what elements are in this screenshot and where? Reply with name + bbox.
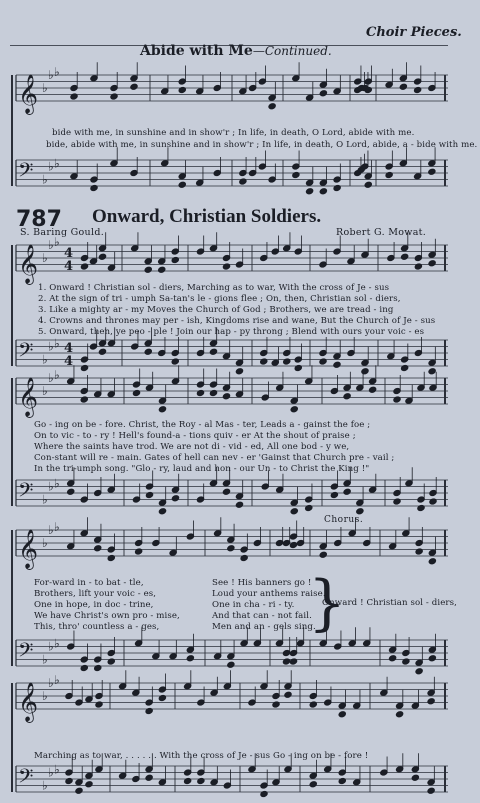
note-head bbox=[178, 86, 186, 93]
flat-icon: ♭ bbox=[48, 339, 54, 354]
flat-icon: ♭ bbox=[54, 476, 60, 491]
flat-icon: ♭ bbox=[48, 639, 54, 654]
note-head bbox=[393, 498, 401, 505]
note-head bbox=[272, 701, 280, 708]
verse-brace: } bbox=[308, 568, 347, 638]
verse-line: One in cha - ri - ty. bbox=[212, 600, 295, 610]
note-head bbox=[80, 263, 88, 270]
flat-icon: ♭ bbox=[54, 336, 60, 351]
hymn-title: Onward, Christian Soldiers. bbox=[92, 206, 322, 227]
note-head bbox=[333, 361, 341, 368]
bass-clef-icon: 𝄢 bbox=[18, 338, 34, 367]
note-head bbox=[171, 256, 179, 263]
flat-icon: ♭ bbox=[48, 159, 54, 174]
composer-credit: Robert G. Mowat. bbox=[336, 227, 427, 238]
prev-hymn-continued: —Continued. bbox=[252, 44, 332, 58]
note-head bbox=[196, 389, 204, 396]
note-head bbox=[356, 508, 364, 515]
note-head bbox=[135, 548, 143, 555]
flat-icon: ♭ bbox=[48, 479, 54, 494]
flat-icon: ♭ bbox=[54, 519, 60, 534]
note-head bbox=[427, 698, 435, 705]
prev-hymn-lyric-1: bide with me, in sunshine and in show'r ; In life, in death, O Lord, abide with me. bbox=[52, 128, 415, 138]
note-head bbox=[428, 655, 436, 662]
note-head bbox=[309, 781, 317, 788]
note-head bbox=[414, 263, 422, 270]
note-head bbox=[282, 658, 290, 665]
flat-icon: ♭ bbox=[54, 156, 60, 171]
flat-icon: ♭ bbox=[42, 384, 48, 398]
note-head bbox=[227, 545, 235, 552]
time-signature: 4 bbox=[64, 354, 74, 369]
verse-line: See ! His banners go ! bbox=[212, 578, 312, 588]
verse-line: Where the saints have trod. We are not di - vid - ed, All one bod - y we, bbox=[34, 442, 350, 452]
note-head bbox=[107, 554, 115, 561]
note-head bbox=[268, 103, 276, 110]
flat-icon: ♭ bbox=[42, 352, 48, 367]
note-head bbox=[428, 558, 436, 565]
verse-line: In the tri-umph song. "Glo - ry, laud and hon - our Un - to Christ the King !" bbox=[34, 464, 370, 474]
flat-icon: ♭ bbox=[42, 81, 48, 95]
verse-line: On to vic - to - ry ! Hell's found-a - tions quiv - er At the shout of praise ; bbox=[34, 431, 356, 441]
prev-hymn-title-text: Abide with Me bbox=[140, 43, 253, 59]
treble-clef-icon: 𝄞 bbox=[18, 244, 39, 284]
flat-icon: ♭ bbox=[48, 523, 54, 537]
note-head bbox=[319, 358, 327, 365]
verse-line: 5. Onward, then, ye peo - ple ! Join our hap - py throng ; Blend with ours your voic - es bbox=[38, 327, 425, 337]
time-signature: 4 bbox=[64, 259, 74, 274]
note-head bbox=[98, 348, 106, 355]
note-head bbox=[184, 777, 192, 784]
note-head bbox=[222, 488, 230, 495]
flat-icon: ♭ bbox=[42, 778, 48, 793]
section-heading: Choir Pieces. bbox=[366, 25, 462, 40]
note-head bbox=[361, 368, 369, 375]
note-head bbox=[65, 777, 73, 784]
chorus-label: Chorus. bbox=[324, 515, 364, 525]
flat-icon: ♭ bbox=[54, 234, 60, 249]
note-head bbox=[235, 368, 243, 375]
note-head bbox=[158, 694, 166, 701]
note-head bbox=[144, 348, 152, 355]
verse-line: 3. Like a mighty ar - my Moves the Church of God ; Brothers, we are tread - ing bbox=[38, 305, 394, 315]
note-head bbox=[289, 541, 297, 548]
lyricist-credit: S. Baring Gould. bbox=[20, 227, 105, 238]
note-head bbox=[145, 774, 153, 781]
verse-line: And that can - not fail. bbox=[212, 611, 312, 621]
note-head bbox=[144, 266, 152, 273]
flat-icon: ♭ bbox=[42, 689, 48, 703]
note-head bbox=[294, 364, 302, 371]
flat-icon: ♭ bbox=[54, 636, 60, 651]
note-head bbox=[389, 655, 397, 662]
verse-line: One in hope, in doc - trine, bbox=[34, 600, 154, 610]
note-head bbox=[292, 171, 300, 178]
verse-line: For-ward in - to bat - tle, bbox=[34, 578, 144, 588]
note-head bbox=[209, 389, 217, 396]
note-head bbox=[343, 488, 351, 495]
note-head bbox=[80, 664, 88, 671]
note-head bbox=[80, 396, 88, 403]
note-head bbox=[132, 389, 140, 396]
note-head bbox=[306, 188, 314, 195]
flat-icon: ♭ bbox=[42, 172, 48, 187]
note-head bbox=[145, 707, 153, 714]
note-head bbox=[399, 83, 407, 90]
time-signature: 4 bbox=[64, 246, 74, 261]
note-head bbox=[90, 184, 98, 191]
note-head bbox=[411, 774, 419, 781]
note-head bbox=[343, 393, 351, 400]
flat-icon: ♭ bbox=[48, 68, 54, 82]
flat-icon: ♭ bbox=[42, 536, 48, 550]
note-head bbox=[235, 501, 243, 508]
note-head bbox=[428, 168, 436, 175]
verse-line: This, thro' countless a - ges, bbox=[34, 622, 160, 632]
note-head bbox=[171, 358, 179, 365]
note-head bbox=[130, 83, 138, 90]
note-head bbox=[222, 393, 230, 400]
note-head bbox=[290, 508, 298, 515]
hymn-number: 787 bbox=[16, 207, 62, 232]
note-head bbox=[319, 188, 327, 195]
note-head bbox=[227, 661, 235, 668]
note-head bbox=[107, 658, 115, 665]
bass-clef-icon: 𝄢 bbox=[18, 158, 34, 187]
note-head bbox=[260, 790, 268, 797]
note-head bbox=[338, 711, 346, 718]
note-head bbox=[209, 348, 217, 355]
flat-icon: ♭ bbox=[48, 371, 54, 385]
verse-line: 4. Crowns and thrones may per - ish, Kingdoms rise and wane, But the Church of Je - sus bbox=[38, 316, 436, 326]
flat-icon: ♭ bbox=[42, 251, 48, 265]
note-head bbox=[178, 181, 186, 188]
note-head bbox=[309, 701, 317, 708]
note-head bbox=[171, 495, 179, 502]
prev-hymn-lyric-2: bide, abide with me, in sunshine and in show'r ; In life, in death, O Lord, abide, a - bide with me. bbox=[46, 140, 478, 150]
chorus-line: Onward ! Christian sol - diers, bbox=[322, 598, 457, 608]
verse-line: We have Christ's own pro - mise, bbox=[34, 611, 180, 621]
note-head bbox=[284, 691, 292, 698]
verse-line: Go - ing on be - fore. Christ, the Roy - al Mas - ter, Leads a - gainst the foe ; bbox=[34, 420, 371, 430]
flat-icon: ♭ bbox=[54, 64, 60, 79]
note-head bbox=[290, 406, 298, 413]
note-head bbox=[333, 184, 341, 191]
note-head bbox=[239, 178, 247, 185]
note-head bbox=[222, 263, 230, 270]
note-head bbox=[369, 386, 377, 393]
bass-clef-icon: 𝄢 bbox=[18, 478, 34, 507]
note-head bbox=[305, 504, 313, 511]
note-head bbox=[283, 358, 291, 365]
note-head bbox=[80, 364, 88, 371]
treble-clef-icon: 𝄞 bbox=[18, 682, 39, 722]
note-head bbox=[396, 711, 404, 718]
note-head bbox=[75, 787, 83, 794]
note-head bbox=[414, 86, 422, 93]
flat-icon: ♭ bbox=[48, 676, 54, 690]
verse-line: Brothers, lift your voic - es, bbox=[34, 589, 157, 599]
note-head bbox=[385, 171, 393, 178]
note-head bbox=[186, 655, 194, 662]
note-head bbox=[158, 406, 166, 413]
note-head bbox=[145, 491, 153, 498]
note-head bbox=[428, 260, 436, 267]
note-head bbox=[415, 548, 423, 555]
note-head bbox=[67, 488, 75, 495]
verse-line: Loud your anthems raise. bbox=[212, 589, 326, 599]
note-head bbox=[319, 90, 327, 97]
flat-icon: ♭ bbox=[54, 762, 60, 777]
note-head bbox=[428, 368, 436, 375]
treble-clef-icon: 𝄞 bbox=[18, 74, 39, 114]
note-head bbox=[70, 93, 78, 100]
note-head bbox=[401, 364, 409, 371]
note-head bbox=[289, 658, 297, 665]
note-head bbox=[401, 253, 409, 260]
note-head bbox=[330, 491, 338, 498]
note-head bbox=[158, 266, 166, 273]
treble-clef-icon: 𝄞 bbox=[18, 377, 39, 417]
note-head bbox=[364, 181, 372, 188]
note-head bbox=[415, 668, 423, 675]
note-head bbox=[158, 508, 166, 515]
note-head bbox=[240, 554, 248, 561]
verse-line: Con-stant will re - main. Gates of hell can nev - er 'Gainst that Church pre - vail ; bbox=[34, 453, 395, 463]
verse-line: 2. At the sign of tri - umph Sa-tan's le - gions flee ; On, then, Christian sol - diers, bbox=[38, 294, 401, 304]
flat-icon: ♭ bbox=[42, 652, 48, 667]
treble-clef-icon: 𝄞 bbox=[18, 529, 39, 569]
flat-icon: ♭ bbox=[48, 765, 54, 780]
note-head bbox=[429, 498, 437, 505]
verse-line: Men and an - gels sing. bbox=[212, 622, 316, 632]
note-head bbox=[393, 396, 401, 403]
note-head bbox=[95, 701, 103, 708]
note-head bbox=[319, 551, 327, 558]
time-signature: 4 bbox=[64, 341, 74, 356]
note-head bbox=[338, 777, 346, 784]
flat-icon: ♭ bbox=[54, 367, 60, 382]
final-lyric-line: Marching as to war, . . . . . . With the cross of Je - sus Go - ing on be - fore ! bbox=[34, 751, 369, 761]
flat-icon: ♭ bbox=[54, 672, 60, 687]
note-head bbox=[427, 787, 435, 794]
bass-clef-icon: 𝄢 bbox=[18, 764, 34, 793]
note-head bbox=[402, 658, 410, 665]
note-head bbox=[94, 545, 102, 552]
flat-icon: ♭ bbox=[42, 492, 48, 507]
note-head bbox=[110, 93, 118, 100]
note-head bbox=[417, 504, 425, 511]
bass-clef-icon: 𝄢 bbox=[18, 638, 34, 667]
note-head bbox=[94, 664, 102, 671]
note-head bbox=[85, 781, 93, 788]
note-head bbox=[98, 253, 106, 260]
note-head bbox=[197, 777, 205, 784]
verse-line: 1. Onward ! Christian sol - diers, Marching as to war, With the cross of Je - sus bbox=[38, 283, 390, 293]
flat-icon: ♭ bbox=[48, 238, 54, 252]
note-head bbox=[260, 358, 268, 365]
